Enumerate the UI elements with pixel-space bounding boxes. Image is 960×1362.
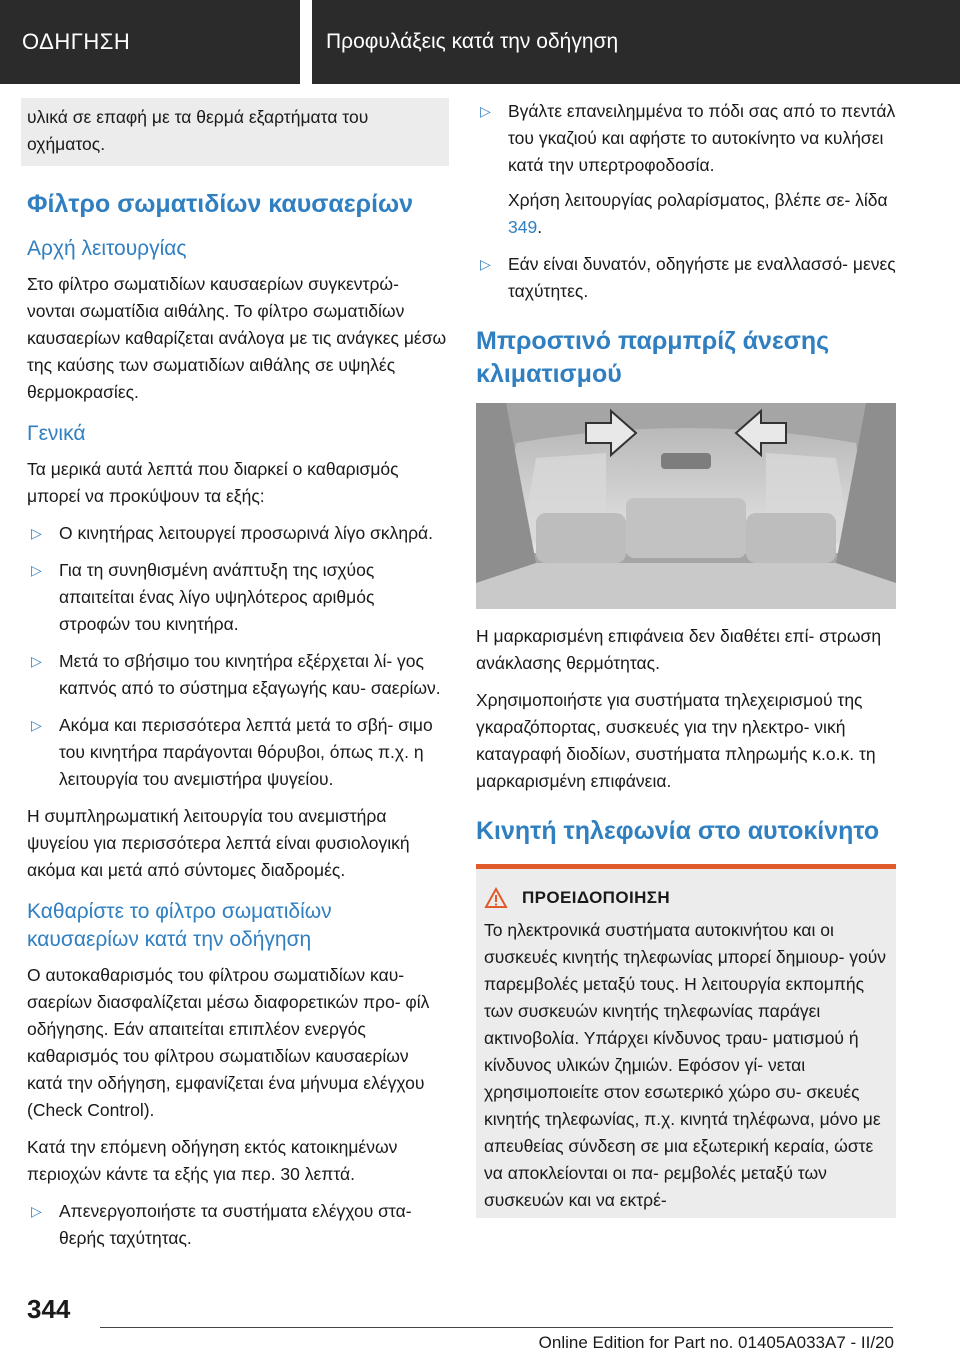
fan-text: Η συμπληρωματική λειτουργία του ανεμιστήρα ψυγείου για περισσότερα λεπτά είναι φυσιολογική ακόμα και μετά από σύντομες διαδρομές.: [27, 806, 410, 880]
continued-note: [21, 98, 449, 166]
clean-text-2: Κατά την επόμενη οδήγηση εκτός κατοικημένων περιοχών κάντε τα εξής για περ. 30 λεπτά.: [27, 1137, 398, 1184]
section-title: ΟΔΗΓΗΣΗ: [0, 0, 300, 84]
footer-divider: [100, 1327, 893, 1328]
intro-text: υλικά σε επαφή με τα θερμά εξαρτήματα του οχήματος.: [27, 107, 369, 154]
general-text: Τα μερικά αυτά λεπτά που διαρκεί ο καθαρισμός μπορεί να προκύψουν τα εξής:: [27, 459, 399, 506]
left-column: [27, 98, 447, 1262]
heading-general: Γενικά: [27, 422, 86, 445]
driving-list: [476, 98, 896, 305]
clean-text-1: Ο αυτοκαθαρισμός του φίλτρου σωματιδίων καυ- σαερίων διασφαλίζεται μέσω διαφορετικών προ- φίλ οδήγησης. Εάν απαιτείται επιπλέον ενεργός καθαρισμός του φίλτρου σωματιδίων καυσαερίων κατά την οδήγηση, εμφανίζεται ένα μήνυμα ελέγχου (Check Control).: [27, 965, 430, 1120]
triangle-right-icon: ▷: [31, 1203, 42, 1219]
triangle-right-icon: ▷: [31, 717, 42, 733]
list-item: ▷ Απενεργοποιήστε τα συστήματα ελέγχου στα- θερής ταχύτητας.: [27, 1198, 447, 1252]
list-item: ▷ Ακόμα και περισσότερα λεπτά μετά το σβή- σιμο του κινητήρα παράγονται θόρυβοι, όπως π.χ. η λειτουργία του ανεμιστήρα ψυγείου.: [27, 712, 447, 793]
coasting-reference: Χρήση λειτουργίας ρολαρίσματος, βλέπε σε- λίδα 349.: [508, 190, 888, 237]
windshield-photo: [476, 403, 896, 609]
list-item: ▷ Βγάλτε επανειλημμένα το πόδι σας από το πεντάλ του γκαζιού και αφήστε το αυτοκίνητο να κυλήσει κατά την υπερτροφοδοσία. Χρήση λειτουργίας ρολαρίσματος, βλέπε σε- λίδα 349.: [476, 98, 896, 241]
heading-windshield: Μπροστινό παρμπρίζ άνεσης κλιματισμού: [476, 327, 830, 388]
list-item: ▷ Ο κινητήρας λειτουργεί προσωρινά λίγο σκληρά.: [27, 520, 447, 547]
heading-clean-filter: Καθαρίστε το φίλτρο σωματιδίων καυσαερίων κατά την οδήγηση: [27, 900, 332, 951]
list-item: ▷ Εάν είναι δυνατόν, οδηγήστε με εναλλασσό- μενες ταχύτητες.: [476, 251, 896, 305]
triangle-right-icon: ▷: [480, 103, 491, 119]
clean-list: [27, 1198, 447, 1252]
heading-mobile-phone: Κινητή τηλεφωνία στο αυτοκίνητο: [476, 817, 880, 845]
right-column: [476, 98, 896, 1218]
triangle-right-icon: ▷: [31, 562, 42, 578]
list-item: ▷ Μετά το σβήσιμο του κινητήρα εξέρχεται λί- γος καπνός από το σύστημα εξαγωγής καυ- σαερίων.: [27, 648, 447, 702]
warning-box: [476, 864, 896, 1218]
coating-text: Η μαρκαρισμένη επιφάνεια δεν διαθέτει επί- στρωση ανάκλασης θερμότητας.: [476, 626, 882, 673]
warning-title: ΠΡΟΕΙΔΟΠΟΙΗΣΗ: [522, 888, 671, 907]
warning-text: Το ηλεκτρονικά συστήματα αυτοκινήτου και οι συσκευές κινητής τηλεφωνίας μπορεί δημιουρ- γούν παρεμβολές μεταξύ τους. Η λειτουργία εκπομπής των συσκευών κινητής τηλεφωνίας παράγει ακτινοβολία. Υπάρχει κίνδυνος τραυ- ματισμού ή κίνδυνος υλικών ζημιών. Εφόσον γί- νεται χρησιμοποιείτε στον εσωτερικό χώρο συ- σκευές κινητής τηλεφωνίας, π.χ. κινητά τηλέφωνα, μόνο με απευθείας σύνδεση σε μια εξωτερική κεραία, ώστε να αποκλείονται οι πα- ρεμβολές μεταξύ των συσκευών και να εκτρέ-: [484, 920, 887, 1210]
triangle-right-icon: ▷: [480, 256, 491, 272]
usage-text: Χρησιμοποιήστε για συστήματα τηλεχειρισμού της γκαραζόπορτας, συσκευές για την ηλεκτρο- νική καταγραφή διοδίων, συστήματα πληρωμής κ.ο.κ. τη μαρκαρισμένη επιφάνεια.: [476, 690, 876, 791]
chapter-title: Προφυλάξεις κατά την οδήγηση: [312, 0, 960, 84]
triangle-right-icon: ▷: [31, 653, 42, 669]
list-item: ▷ Για τη συνηθισμένη ανάπτυξη της ισχύος απαιτείται ένας λίγο υψηλότερος αριθμός στροφών του κινητήρα.: [27, 557, 447, 638]
heading-principle: Αρχή λειτουργίας: [27, 237, 187, 260]
warning-triangle-icon: [484, 887, 508, 909]
page-number: 344: [27, 1294, 71, 1324]
edition-footer: Online Edition for Part no. 01405A033A7 - II/20: [538, 1333, 894, 1352]
page-link-349[interactable]: 349: [508, 217, 538, 237]
triangle-right-icon: ▷: [31, 525, 42, 541]
effects-list: [27, 520, 447, 793]
heading-particle-filter: Φίλτρο σωματιδίων καυσαερίων: [27, 190, 414, 218]
principle-text: Στο φίλτρο σωματιδίων καυσαερίων συγκεντρώ- νονται σωματίδια αιθάλης. Το φίλτρο σωματιδίων καυσαερίων καθαρίζεται ανάλογα με τις ανάγκες μέσω της καύσης των σωματιδίων αιθάλης σε υψηλές θερμοκρασίες.: [27, 274, 447, 402]
page-header: [0, 0, 960, 84]
